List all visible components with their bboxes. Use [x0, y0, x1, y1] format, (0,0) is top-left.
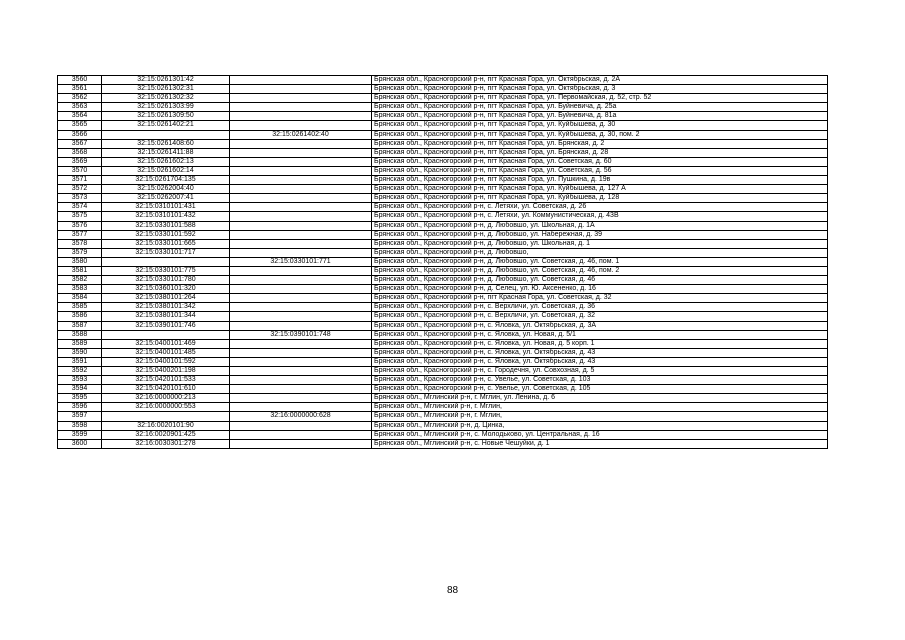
- row-number-cell: 3573: [58, 194, 102, 203]
- row-number-cell: 3578: [58, 239, 102, 248]
- cadastral-number-cell: [102, 330, 230, 339]
- cadastral-number-cell: 32:15:0380101:264: [102, 294, 230, 303]
- cadastral-number-cell: 32:15:0262004:40: [102, 185, 230, 194]
- table-row: [58, 376, 828, 385]
- cadastral-number-cell: 32:15:0390101:746: [102, 321, 230, 330]
- address-cell: Брянская обл., Красногорский р-н, с. Яловка, ул. Новая, д. 5 корп. 1: [372, 339, 828, 348]
- cadastral-number-cell: [102, 412, 230, 421]
- table-row: [58, 157, 828, 166]
- cadastral-number-premises-cell: [230, 357, 372, 366]
- cadastral-number-cell: 32:15:0261302:32: [102, 94, 230, 103]
- cadastral-number-premises-cell: [230, 394, 372, 403]
- table-row: [58, 285, 828, 294]
- cadastral-number-premises-cell: [230, 121, 372, 130]
- address-cell: Брянская обл., Мглинский р-н, с. Новые Чешуйки, д. 1: [372, 439, 828, 448]
- table-row: [58, 166, 828, 175]
- address-cell: Брянская обл., Красногорский р-н, пгт Красная Гора, ул. Брянская, д. 28: [372, 148, 828, 157]
- cadastral-number-premises-cell: [230, 403, 372, 412]
- address-cell: Брянская обл., Красногорский р-н, пгт Красная Гора, ул. Советская, д. 60: [372, 157, 828, 166]
- address-cell: Брянская обл., Красногорский р-н, пгт Красная Гора, ул. Советская, д. 32: [372, 294, 828, 303]
- table-row: [58, 430, 828, 439]
- row-number-cell: 3597: [58, 412, 102, 421]
- address-cell: Брянская обл., Красногорский р-н, пгт Красная Гора, ул. Пушкина, д. 19в: [372, 176, 828, 185]
- table-row: [58, 294, 828, 303]
- cadastral-number-premises-cell: [230, 94, 372, 103]
- row-number-cell: 3593: [58, 376, 102, 385]
- address-cell: Брянская обл., Красногорский р-н, пгт Красная Гора, ул. Куйбышева, д. 30, пом. 2: [372, 130, 828, 139]
- cadastral-number-cell: 32:15:0261602:13: [102, 157, 230, 166]
- property-register-table: [57, 75, 828, 449]
- table-row: [58, 339, 828, 348]
- cadastral-number-cell: 32:15:0330101:780: [102, 276, 230, 285]
- cadastral-number-cell: 32:15:0261704:135: [102, 176, 230, 185]
- cadastral-number-cell: 32:15:0261408:60: [102, 139, 230, 148]
- cadastral-number-cell: 32:16:0030301:278: [102, 439, 230, 448]
- cadastral-number-premises-cell: [230, 276, 372, 285]
- cadastral-number-cell: 32:15:0261301:42: [102, 76, 230, 85]
- cadastral-number-cell: 32:15:0310101:431: [102, 203, 230, 212]
- cadastral-number-premises-cell: [230, 312, 372, 321]
- cadastral-number-premises-cell: [230, 339, 372, 348]
- row-number-cell: 3581: [58, 266, 102, 275]
- table-row: [58, 321, 828, 330]
- address-cell: Брянская обл., Мглинский р-н, г. Мглин,: [372, 412, 828, 421]
- table-row: [58, 185, 828, 194]
- cadastral-number-premises-cell: [230, 430, 372, 439]
- cadastral-number-premises-cell: [230, 185, 372, 194]
- cadastral-number-premises-cell: 32:15:0330101:771: [230, 257, 372, 266]
- table-row: [58, 148, 828, 157]
- table-row: [58, 112, 828, 121]
- row-number-cell: 3579: [58, 248, 102, 257]
- table-row: [58, 394, 828, 403]
- table-row: [58, 421, 828, 430]
- cadastral-number-premises-cell: [230, 421, 372, 430]
- table-row: [58, 357, 828, 366]
- table-row: [58, 257, 828, 266]
- cadastral-number-premises-cell: 32:15:0390101:748: [230, 330, 372, 339]
- table-row: [58, 121, 828, 130]
- address-cell: Брянская обл., Красногорский р-н, д. Любовшо, ул. Советская, д. 46: [372, 276, 828, 285]
- cadastral-number-cell: 32:16:0020101:90: [102, 421, 230, 430]
- row-number-cell: 3568: [58, 148, 102, 157]
- cadastral-number-premises-cell: [230, 157, 372, 166]
- cadastral-number-premises-cell: [230, 303, 372, 312]
- table-row: [58, 312, 828, 321]
- cadastral-number-cell: 32:15:0261411:88: [102, 148, 230, 157]
- table-row: [58, 303, 828, 312]
- cadastral-number-cell: 32:15:0400101:485: [102, 348, 230, 357]
- address-cell: Брянская обл., Красногорский р-н, с. Яловка, ул. Октябрьская, д. 43: [372, 357, 828, 366]
- cadastral-number-premises-cell: [230, 230, 372, 239]
- cadastral-number-cell: 32:15:0330101:717: [102, 248, 230, 257]
- address-cell: Брянская обл., Красногорский р-н, д. Любовшо,: [372, 248, 828, 257]
- address-cell: Брянская обл., Мглинский р-н, г. Мглин,: [372, 403, 828, 412]
- table-row: [58, 221, 828, 230]
- address-cell: Брянская обл., Мглинский р-н, д. Цинка,: [372, 421, 828, 430]
- row-number-cell: 3595: [58, 394, 102, 403]
- table-row: [58, 412, 828, 421]
- row-number-cell: 3583: [58, 285, 102, 294]
- register-table-body: [58, 76, 828, 449]
- address-cell: Брянская обл., Красногорский р-н, д. Любовшо, ул. Советская, д. 46, пом. 1: [372, 257, 828, 266]
- cadastral-number-cell: 32:15:0360101:320: [102, 285, 230, 294]
- cadastral-number-premises-cell: 32:16:0000000:628: [230, 412, 372, 421]
- table-row: [58, 230, 828, 239]
- row-number-cell: 3561: [58, 85, 102, 94]
- row-number-cell: 3574: [58, 203, 102, 212]
- address-cell: Брянская обл., Красногорский р-н, пгт Красная Гора, ул. Куйбышева, д. 127 А: [372, 185, 828, 194]
- address-cell: Брянская обл., Красногорский р-н, с. Яловка, ул. Октябрьская, д. 3А: [372, 321, 828, 330]
- cadastral-number-premises-cell: [230, 367, 372, 376]
- table-row: [58, 194, 828, 203]
- cadastral-number-cell: 32:15:0330101:588: [102, 221, 230, 230]
- cadastral-number-cell: 32:15:0420101:610: [102, 385, 230, 394]
- table-row: [58, 130, 828, 139]
- address-cell: Брянская обл., Красногорский р-н, с. Городечня, ул. Совхозная, д. 5: [372, 367, 828, 376]
- row-number-cell: 3562: [58, 94, 102, 103]
- row-number-cell: 3589: [58, 339, 102, 348]
- cadastral-number-cell: 32:15:0261602:14: [102, 166, 230, 175]
- table-row: [58, 276, 828, 285]
- cadastral-number-cell: 32:15:0310101:432: [102, 212, 230, 221]
- cadastral-number-premises-cell: [230, 439, 372, 448]
- table-row: [58, 439, 828, 448]
- table-row: [58, 85, 828, 94]
- cadastral-number-premises-cell: [230, 248, 372, 257]
- address-cell: Брянская обл., Красногорский р-н, д. Селец, ул. Ю. Аксененко, д. 16: [372, 285, 828, 294]
- row-number-cell: 3590: [58, 348, 102, 357]
- address-cell: Брянская обл., Красногорский р-н, д. Любовшо, ул. Советская, д. 46, пом. 2: [372, 266, 828, 275]
- row-number-cell: 3580: [58, 257, 102, 266]
- address-cell: Брянская обл., Красногорский р-н, с. Яловка, ул. Новая, д. 5/1: [372, 330, 828, 339]
- cadastral-number-cell: 32:15:0261309:50: [102, 112, 230, 121]
- address-cell: Брянская обл., Красногорский р-н, д. Любовшо, ул. Школьная, д. 1А: [372, 221, 828, 230]
- row-number-cell: 3600: [58, 439, 102, 448]
- cadastral-number-premises-cell: [230, 166, 372, 175]
- cadastral-number-cell: 32:15:0330101:775: [102, 266, 230, 275]
- cadastral-number-cell: 32:15:0400101:592: [102, 357, 230, 366]
- cadastral-number-cell: 32:15:0261303:99: [102, 103, 230, 112]
- cadastral-number-premises-cell: [230, 239, 372, 248]
- row-number-cell: 3560: [58, 76, 102, 85]
- cadastral-number-cell: 32:15:0380101:344: [102, 312, 230, 321]
- row-number-cell: 3586: [58, 312, 102, 321]
- row-number-cell: 3564: [58, 112, 102, 121]
- row-number-cell: 3572: [58, 185, 102, 194]
- row-number-cell: 3598: [58, 421, 102, 430]
- cadastral-number-premises-cell: [230, 176, 372, 185]
- cadastral-number-cell: 32:15:0330101:592: [102, 230, 230, 239]
- address-cell: Брянская обл., Красногорский р-н, с. Яловка, ул. Октябрьская, д. 43: [372, 348, 828, 357]
- cadastral-number-premises-cell: [230, 203, 372, 212]
- table-row: [58, 212, 828, 221]
- row-number-cell: 3576: [58, 221, 102, 230]
- cadastral-number-cell: 32:15:0400201:198: [102, 367, 230, 376]
- cadastral-number-premises-cell: [230, 321, 372, 330]
- address-cell: Брянская обл., Мглинский р-н, г. Мглин, ул. Ленина, д. 6: [372, 394, 828, 403]
- row-number-cell: 3582: [58, 276, 102, 285]
- row-number-cell: 3585: [58, 303, 102, 312]
- table-row: [58, 348, 828, 357]
- table-row: [58, 385, 828, 394]
- row-number-cell: 3565: [58, 121, 102, 130]
- cadastral-number-premises-cell: [230, 148, 372, 157]
- table-row: [58, 403, 828, 412]
- cadastral-number-cell: 32:16:0000000:553: [102, 403, 230, 412]
- cadastral-number-cell: 32:16:0000000:213: [102, 394, 230, 403]
- cadastral-number-cell: 32:15:0380101:342: [102, 303, 230, 312]
- cadastral-number-premises-cell: [230, 294, 372, 303]
- address-cell: Брянская обл., Красногорский р-н, с. Летяхи, ул. Коммунистическая, д. 43В: [372, 212, 828, 221]
- cadastral-number-premises-cell: [230, 212, 372, 221]
- cadastral-number-cell: 32:15:0261302:31: [102, 85, 230, 94]
- row-number-cell: 3584: [58, 294, 102, 303]
- cadastral-number-premises-cell: [230, 385, 372, 394]
- table-row: [58, 239, 828, 248]
- cadastral-number-premises-cell: [230, 112, 372, 121]
- table-row: [58, 266, 828, 275]
- row-number-cell: 3594: [58, 385, 102, 394]
- row-number-cell: 3567: [58, 139, 102, 148]
- address-cell: Брянская обл., Красногорский р-н, с. Верхличи, ул. Советская, д. 36: [372, 303, 828, 312]
- cadastral-number-premises-cell: [230, 348, 372, 357]
- row-number-cell: 3571: [58, 176, 102, 185]
- address-cell: Брянская обл., Красногорский р-н, пгт Красная Гора, ул. Брянская, д. 2: [372, 139, 828, 148]
- row-number-cell: 3566: [58, 130, 102, 139]
- address-cell: Брянская обл., Красногорский р-н, с. Верхличи, ул. Советская, д. 32: [372, 312, 828, 321]
- address-cell: Брянская обл., Красногорский р-н, с. Увелье, ул. Советская, д. 103: [372, 376, 828, 385]
- row-number-cell: 3575: [58, 212, 102, 221]
- cadastral-number-premises-cell: [230, 103, 372, 112]
- row-number-cell: 3587: [58, 321, 102, 330]
- table-row: [58, 76, 828, 85]
- table-row: [58, 103, 828, 112]
- address-cell: Брянская обл., Красногорский р-н, пгт Красная Гора, ул. Куйбышева, д. 128: [372, 194, 828, 203]
- address-cell: Брянская обл., Красногорский р-н, с. Увелье, ул. Советская, д. 105: [372, 385, 828, 394]
- cadastral-number-premises-cell: [230, 194, 372, 203]
- address-cell: Брянская обл., Красногорский р-н, пгт Красная Гора, ул. Октябрьская, д. 2А: [372, 76, 828, 85]
- row-number-cell: 3563: [58, 103, 102, 112]
- cadastral-number-premises-cell: [230, 76, 372, 85]
- row-number-cell: 3570: [58, 166, 102, 175]
- address-cell: Брянская обл., Красногорский р-н, пгт Красная Гора, ул. Буйневича, д. 25а: [372, 103, 828, 112]
- table-row: [58, 330, 828, 339]
- address-cell: Брянская обл., Мглинский р-н, с. Молодьково, ул. Центральная, д. 16: [372, 430, 828, 439]
- cadastral-number-premises-cell: [230, 221, 372, 230]
- cadastral-number-cell: 32:16:0020901:425: [102, 430, 230, 439]
- address-cell: Брянская обл., Красногорский р-н, пгт Красная Гора, ул. Первомайская, д. 52, стр. 52: [372, 94, 828, 103]
- address-cell: Брянская обл., Красногорский р-н, пгт Красная Гора, ул. Октябрьская, д. 3: [372, 85, 828, 94]
- row-number-cell: 3596: [58, 403, 102, 412]
- page-number: 88: [446, 585, 459, 596]
- row-number-cell: 3569: [58, 157, 102, 166]
- cadastral-number-cell: 32:15:0400101:469: [102, 339, 230, 348]
- row-number-cell: 3588: [58, 330, 102, 339]
- row-number-cell: 3591: [58, 357, 102, 366]
- cadastral-number-cell: [102, 130, 230, 139]
- cadastral-number-cell: 32:15:0330101:665: [102, 239, 230, 248]
- row-number-cell: 3592: [58, 367, 102, 376]
- cadastral-number-cell: 32:15:0261402:21: [102, 121, 230, 130]
- table-row: [58, 139, 828, 148]
- cadastral-number-premises-cell: [230, 376, 372, 385]
- address-cell: Брянская обл., Красногорский р-н, пгт Красная Гора, ул. Советская, д. 56: [372, 166, 828, 175]
- cadastral-number-cell: 32:15:0262007:41: [102, 194, 230, 203]
- cadastral-number-premises-cell: [230, 266, 372, 275]
- table-row: [58, 203, 828, 212]
- cadastral-number-cell: [102, 257, 230, 266]
- row-number-cell: 3577: [58, 230, 102, 239]
- address-cell: Брянская обл., Красногорский р-н, пгт Красная Гора, ул. Буйневича, д. 81а: [372, 112, 828, 121]
- address-cell: Брянская обл., Красногорский р-н, д. Любовшо, ул. Набережная, д. 39: [372, 230, 828, 239]
- cadastral-number-premises-cell: [230, 139, 372, 148]
- address-cell: Брянская обл., Красногорский р-н, пгт Красная Гора, ул. Куйбышева, д. 30: [372, 121, 828, 130]
- cadastral-number-premises-cell: [230, 85, 372, 94]
- cadastral-number-premises-cell: 32:15:0261402:40: [230, 130, 372, 139]
- table-row: [58, 248, 828, 257]
- address-cell: Брянская обл., Красногорский р-н, д. Любовшо, ул. Школьная, д. 1: [372, 239, 828, 248]
- table-row: [58, 94, 828, 103]
- cadastral-number-premises-cell: [230, 285, 372, 294]
- address-cell: Брянская обл., Красногорский р-н, с. Летяхи, ул. Советская, д. 26: [372, 203, 828, 212]
- table-row: [58, 176, 828, 185]
- row-number-cell: 3599: [58, 430, 102, 439]
- table-row: [58, 367, 828, 376]
- cadastral-number-cell: 32:15:0420101:533: [102, 376, 230, 385]
